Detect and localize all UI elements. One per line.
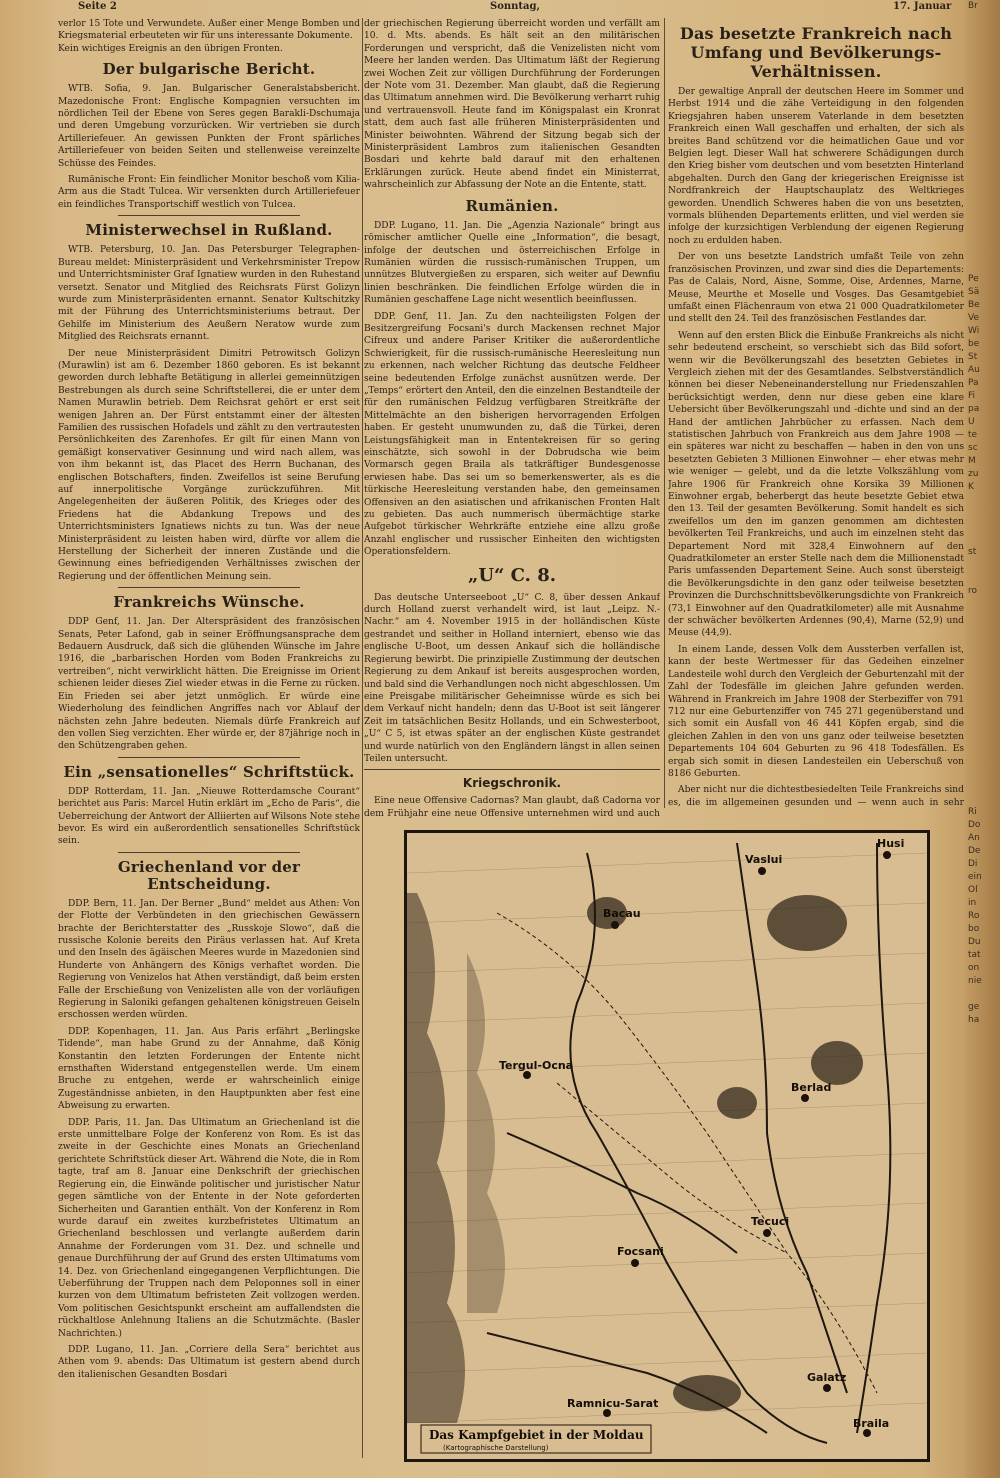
article-title-minister: Ministerwechsel in Rußland. (85, 221, 333, 240)
article-paragraph: DDP. Bern, 11. Jan. Der Berner „Bund“ meldet aus Athen: Von der Flotte der Verbündeten in den griechischen Gewässern brachte der Berichterstatter des „Russkoje Slowo“, daß die russische Kolonie bereits den Piräus verlassen hat. Auf Kreta und den Inseln des ägäischen Meeres wurde in Mazedonien sind Hunderte von Anhängern des Königs verhaftet worden. Die Regierung von Venizelos hat Athen verständigt, daß beim ersten Falle der Erschießung von Venizelisten alle von der vorläufigen Regierung in Saloniki gefangen gehaltenen königstreuen Geiseln erschossen werden würden. (58, 898, 360, 1021)
article-paragraph: DDP. Lugano, 11. Jan. Die „Agenzia Nazionale“ bringt aus römischer amtlicher Quelle eine „Information“, die besagt, infolge der deutschen und österreichischen Erfolge in Rumänien würden die russisch-rumänischen Truppen, um unnützes Blutvergießen zu ersparen, sich weiter auf Dewnfiu linien beschränken. Die feindlichen Erfolge würden die in Rumänien geschaffene Lage nicht wesentlich beeinflussen. (364, 220, 660, 306)
map-town-label: Vaslui (745, 853, 783, 866)
article-paragraph: WTB. Sofia, 9. Jan. Bulgarischer Generalstabsbericht. Mazedonische Front: Englische Kompagnien versuchten im nördlichen Teil der Ebene von Seres gegen Barakli-Dschumaja und deren Umgebung vorzurücken. Wir vertrieben sie durch Artilleriefeuer. An gewissen Punkten der Front spärliches Artilleriefeuer von beiden Seiten und stellenweise vereinzelte Schüsse des Feindes. (58, 84, 360, 169)
map-town-label: Bacau (603, 907, 641, 920)
article-paragraph: DDP Rotterdam, 11. Jan. „Nieuwe Rotterdamsche Courant“ berichtet aus Paris: Marcel Hutin erklärt im „Echo de Paris“, die Ueberreichung der Antwort der Alliierten auf Wilsons Note stehe bevor. Es wird ein außerordentlich sensationelles Schriftstück sein. (58, 786, 360, 847)
map-town-label: Galatz (807, 1371, 847, 1384)
article-paragraph: WTB. Petersburg, 10. Jan. Das Petersburger Telegraphen-Bureau meldet: Ministerpräsident und Verkehrsminister Trepow und Unterrichtsminister Graf Ignatiew wurden in den Ruhestand versetzt. Senator und Mitglied des Reichsrats Fürst Golizyn wurde zum Ministerpräsidenten ernannt. Senator Kultschitzky mit der Führung des Unterrichtsministeriums betraut. Der Gehilfe im Ministerium des Aeußern Neratow wurde zum Mitglied des Reichsrats ernannt. (58, 245, 360, 343)
article-title-schriftstueck: Ein „sensationelles“ Schriftstück. (63, 762, 355, 781)
header-weekday: Sonntag, (490, 1, 541, 12)
article-paragraph: Aber nicht nur die dichtestbesiedelten Teile Frankreichs sind es, die im allgemeinen gesunden und — wenn auch in sehr (668, 785, 964, 808)
map-town-label: Ramnicu-Sarat (567, 1397, 659, 1410)
column-3 (668, 18, 964, 808)
map-town-label: Husi (877, 837, 905, 850)
article-paragraph: DDP. Lugano, 11. Jan. „Corriere della Sera“ berichtet aus Athen vom 9. abends: Das Ultimatum ist gestern abend durch den italienischen Gesandten Bosdari (58, 1344, 360, 1380)
article-paragraph: der griechischen Regierung überreicht worden und verfällt am 10. d. Mts. abends. Es hält seit an den militärischen Forderungen und verspricht, daß die Venizelisten nicht vom Meere her landen werden. Das Ultimatum läßt der Regierung zwei Wochen Zeit zur völligen Durchführung der Forderungen der Note vom 31. Dezember. Man glaubt, daß die Regierung das Ultimatum annehmen wird. Die Bevölkerung verharrt ruhig und vertrauensvoll. Heute fand im Königspalast ein Kronrat statt, dem auch fast alle früheren Ministerpräsidenten und Minister beiwohnten. Während der Sitzung begab sich der Ministerpräsident Lambros zum italienischen Gesandten Bosdari und kehrte bald darauf mit den erhaltenen Erklärungen zurück. Heute abend findet ein Ministerrat, wahrscheinlich zur Abfassung der Note an die Entente, statt. (364, 19, 660, 191)
adjacent-page-edge (966, 0, 1000, 1478)
adjacent-page-fragments: Br Pe Sä Be Ve Wi be St Au Pa Fi pa U te sc M zu K st ro Ri Do An De Di ein Ol in Ro bo Du tat on nie ge ha (968, 1, 982, 1025)
map-figure (404, 830, 930, 1462)
article-paragraph: Das deutsche Unterseeboot „U“ C. 8, über dessen Ankauf durch Holland zuerst verhandelt wird, ist laut „Leipz. N.-Nachr.“ am 4. November 1915 in der holländischen Küste gestrandet und seither in Holland interniert, ebenso wie das englische U-Boot, um dessen Ankauf sich die holländische Regierung bewirbt. Die prinzipielle Zustimmung der deutschen Regierung zu dem Ankauf ist bereits ausgesprochen worden, und bald sind die Verhandlungen noch nicht abgeschlossen. Um eine Preisgabe militärischer Geheimnisse würde es sich bei dem Verkauf nicht handeln; denn das U-Boot ist seit längerer Zeit im tatsächlichen Besitz Hollands, und ein Schwesterboot, „U“ C 5, ist etwas später an der englischen Küste gestrandet und wurde natürlich von den Engländern längst in allen seinen Teilen untersucht. (364, 592, 660, 764)
page-header (0, 0, 1000, 14)
divider (118, 757, 299, 758)
article-title-bulgar: Der bulgarische Bericht. (102, 60, 316, 79)
article-title-uc8: „U“ C. 8. (467, 564, 556, 586)
column-rule (362, 18, 363, 1458)
article-paragraph: DDP. Kopenhagen, 11. Jan. Aus Paris erfährt „Berlingske Tidende“, man habe Grund zu der Annahme, daß König Konstantin den letzten Forderungen der Entente nicht ernsthaften Widerstand entgegenstellen werde. Um einem Bruche zu entgehen, werde er wahrscheinlich einige Zugeständnisse anbieten, in den Hauptpunkten aber fest eine Abweisung zu erwarten. (58, 1026, 360, 1112)
map-town-label: Tergul-Ocna (499, 1059, 574, 1072)
map-town-label: Braila (853, 1417, 890, 1430)
intro-text: verlor 15 Tote und Verwundete. Außer einer Menge Bomben und Kriegsmaterial erbeuteten wir für uns interessante Dokumente. Kein wichtiges Ereignis an den übrigen Fronten. (58, 19, 360, 54)
column-1 (58, 18, 360, 1458)
article-paragraph: Der gewaltige Anprall der deutschen Heere im Sommer und Herbst 1914 und die zähe Verteidigung in den folgenden Kriegsjahren haben unserem Vaterlande in dem besetzten Frankreich einen Wall geschaffen und erhalten, der sich als breites Band schützend vor die heimatlichen Gaue und vor Belgien legt. Dieser Wall hat schwerere Schädigungen durch den Krieg bisher vom deutschen und vom besetzten Hinterland abgehalten. Durch den Gang der kriegerischen Ereignisse ist Nordfrankreich der Hauptschauplatz des Weltkrieges geworden. Unendlich Schweres haben die von uns besetzten, vormals blühenden Departements erlitten, und viel werden sie infolge der kurzsichtigen Verblendung der eigenen Regierung noch zu erdulden haben. (668, 87, 964, 246)
map-moldau (407, 833, 927, 1459)
map-town-label: Focsani (617, 1245, 664, 1258)
column-rule (664, 18, 665, 808)
article-title-griechenland: Griechenland vor der Entscheidung. (117, 857, 301, 893)
map-town-label: Berlad (791, 1081, 832, 1094)
divider (118, 587, 299, 588)
page-number: Seite 2 (78, 1, 117, 12)
article-paragraph: Eine neue Offensive Cadornas? Man glaubt, daß Cadorna vor dem Frühjahr eine neue Offensive unternehmen wird und auch (364, 796, 660, 818)
article-paragraph: Wenn auf den ersten Blick die Einbuße Frankreichs als nicht sehr bedeutend erscheint, so verschiebt sich das Bild sofort, wenn wir die Bevölkerungszahl des besetzten Gebietes in Vergleich ziehen mit der des Gesamtlandes. Selbstverständlich können bei dieser Nebeneinanderstellung nur Friedenszahlen berücksichtigt werden, denn nur diese geben eine klare Uebersicht über Bevölkerungszahl und -dichte und sind an der Hand der amtlichen Jahrbücher zu erfassen. Nach dem statistischen Jahrbuch von Frankreich aus dem Jahre 1908 — ein späteres war nicht zu beschaffen — haben in den von uns besetzten Gebieten 3 Millionen Einwohner — eher etwas mehr wie weniger — gelebt, und da die letzte Volkszählung vom Jahre 1906 für Frankreich ohne Korsika 39 Millionen Einwohner ergab, beherbergt das heute besetzte Gebiet etwa den 13. Teil der gesamten Bevölkerung. Somit handelt es sich zweifellos um den im ganzen genommen am dichtesten bevölkerten Teil Frankreichs, und auch im einzelnen steht das Departement Nord mit 328,4 Einwohnern auf den Quadratkilometer an erster Stelle nach dem die Millionenstadt Paris umfassenden Departement Seine. Auch sonst übersteigt die Bevölkerungsdichte in den ganz oder teilweise besetzten Provinzen die Durchschnittsbevölkerungsdichte von Frankreich (73,1 Einwohner auf den Quadratkilometer) alle mit Ausnahme der schwächer bevölkerten Ardennes (90,4), Marne (52,9) und Meuse (44,9). (668, 330, 964, 639)
divider (118, 215, 299, 216)
article-paragraph: DDP. Genf, 11. Jan. Zu den nachteiligsten Folgen der Besitzergreifung Focsani's durch Mackensen rechnet Major Cifreux und andere Pariser Kritiker die außerordentliche Schwierigkeit, für die russisch-rumänische Heeresleitung nun zu erkennen, nach welcher Richtung das deutsche Feldheer seine bedeutenden Erfolge zunächst ausnützen werde. Der „Temps“ erörtert den Anteil, den die einzelnen Bestandteile der für den rumänischen Feldzug verfügbaren Streitkräfte der Mittelmächte an den bisherigen hervorragenden Erfolgen haben. Er gesteht unumwunden zu, daß die Türkei, deren Leistungsfähigkeit man in Ententekreisen für so gering einschätzte, sich sowohl in der Dobrudscha wie beim Vormarsch gegen Braila als tatkräftiger Bundesgenosse erwiesen habe. Das sei um so bemerkenswerter, als es die türkische Heeresleitung verstanden habe, den gemeinsamen Offensiven an den asiatischen und afrikanischen Fronten Halt zu gebieten. Das auch nummerisch übermächtige starke Aufgebot türkischer Wehrkräfte entziehe eine allzu große Anzahl englischer und russischer Einheiten den wichtigsten Operationsfeldern. (364, 311, 660, 558)
article-paragraph: Der neue Ministerpräsident Dimitri Petrowitsch Golizyn (Murawlin) ist am 6. Dezember 1860 geboren. Es ist bekannt geworden durch lebhafte Betätigung in allerlei gemeinnützigen Bestrebungen als durch seine Schriftstellerei, die er unter dem Namen Murawlin betrieb. Dem Reichsrat gehört er erst seit wenigen Jahren an. Der Fürst entstammt einer der ältesten Familien des russischen Hofadels und zählt zu den vertrautesten Persönlichkeiten des Zarenhofes. Er gilt für einen Mann von gemäßigt konservativer Gesinnung und wird nach allem, was von ihm bekannt ist, das Placet des Herrn Buchanan, des englischen Botschafters, finden. Zweifellos ist seine Berufung auf innerpolitische Vorgänge zurückzuführen. Mit Angelegenheiten der äußeren Politik, des Krieges oder des Friedens hat die Abdankung Trepows und des Unterrichtsministers Ignatiews nichts zu tun. Was der neue Ministerpräsident zu leisten haben wird, dürfte vor allem die Herstellung der Sicherheit der inneren Zustände und die Gewinnung eines befriedigenden Verhältnisses zwischen der Regierung und der öffentlichen Meinung sein. (58, 348, 360, 582)
column-2 (364, 18, 660, 818)
article-title-rumaenien: Rumänien. (465, 196, 559, 215)
article-paragraph: In einem Lande, dessen Volk dem Aussterben verfallen ist, kann der beste Wertmesser für das Gedeihen einzelner Landesteile wohl durch den Vergleich der Geburtenzahl mit der Zahl der Todesfälle im gleichen Jahre gefunden werden. Während in Frankreich im Jahre 1908 der Sterbeziffer von 791 712 nur eine Geburtenziffer von 745 271 gegenüberstand und sich somit ein Ausfall von 46 441 Köpfen ergab, sind die gleichen Zahlen in den von uns ganz oder teilweise besetzten Departements 104 604 Geburten zu 96 418 Todesfällen. Es ergab sich somit in diesen Landesteilen ein Ueberschuß von 8186 Geburten. (668, 644, 964, 779)
article-paragraph: Rumänische Front: Ein feindlicher Monitor beschoß vom Kilia-Arm aus die Stadt Tulcea. Wir versenkten durch Artilleriefeuer ein feindliches Transportschiff westlich von Tulcea. (58, 175, 360, 210)
map-town-label: Tecuci (751, 1215, 790, 1228)
article-title-frankreich-besetzt: Das besetzte Frankreich nach Umfang und Bevölkerungs-Verhältnissen. (679, 24, 953, 81)
article-title-france: Frankreichs Wünsche. (113, 593, 305, 612)
article-paragraph: DDP Genf, 11. Jan. Der Alterspräsident des französischen Senats, Peter Lafond, gab in seiner Eröffnungsansprache dem Bedauern Ausdruck, daß sich die glühenden Wünsche im Jahre 1916, die „barbarischen Horden vom Boden Frankreichs zu vertreiben“, nicht verwirklicht hätten. Die Ereignisse im Orient schienen leider dieses Ziel wieder etwas in die Ferne zu rücken. Ein Frieden sei aber jetzt unmöglich. Er würde eine Wiederholung des feindlichen Angriffes nach vor Ablauf der nächsten zehn Jahre bedeuten. Niemals dürfe Frankreich auf den vollen Sieg verzichten. Eher würde er, der 87jährige noch in den Schützengraben gehen. (58, 617, 360, 752)
article-paragraph: DDP. Paris, 11. Jan. Das Ultimatum an Griechenland ist die erste unmittelbare Folge der Konferenz von Rom. Es ist das zweite in der Geschichte eines Monats an Griechenland gerichtete Schriftstück dieser Art. Während die Note, die in Rom tagte, traf am 8. Januar eine Denkschrift der griechischen Regierung ein, die Einwände politischer und juristischer Natur gegen sämtliche von der Entente in der Note geforderten Sicherheiten und Garantien enthält. Von der Konferenz in Rom wurde darauf ein zweites kurzbefristetes Ultimatum an Griechenland beschlossen und verlangte außerdem darin Annahme der Forderungen vom 31. Dez. und schnelle und genaue Durchführung der auf Grund des ersten Ultimatums vom 14. Dez. von Griechenland eingegangenen Verpflichtungen. Die Ueberführung der Truppen nach dem Peloponnes soll in einer kurzen von dem Ultimatum befristeten Zeit vollzogen werden. Vom politischen Gesichtspunkt erscheint am auffallendsten die rückhaltlose Anlehnung Italiens an die Schutzmächte. (Basler Nachrichten.) (58, 1117, 360, 1339)
divider (364, 769, 660, 770)
divider (118, 852, 299, 853)
article-title-kriegschronik: Kriegschronik. (462, 776, 562, 791)
article-paragraph: Der von uns besetzte Landstrich umfaßt Teile von zehn französischen Provinzen, und zwar sind dies die Departements: Pas de Calais, Nord, Aisne, Somme, Oise, Ardennes, Marne, Meuse, Meurthe et Moselle und Vosges. Das Gesamtgebiet umfaßt einen Flächenraum von etwa 21 000 Quadratkilometer und stellt den 24. Teil des französischen Festlandes dar. (668, 252, 964, 325)
map-subcaption: (Kartographische Darstellung) (443, 1444, 549, 1452)
header-date: 17. Januar (893, 1, 952, 12)
map-caption: Das Kampfgebiet in der Moldau (429, 1428, 644, 1442)
